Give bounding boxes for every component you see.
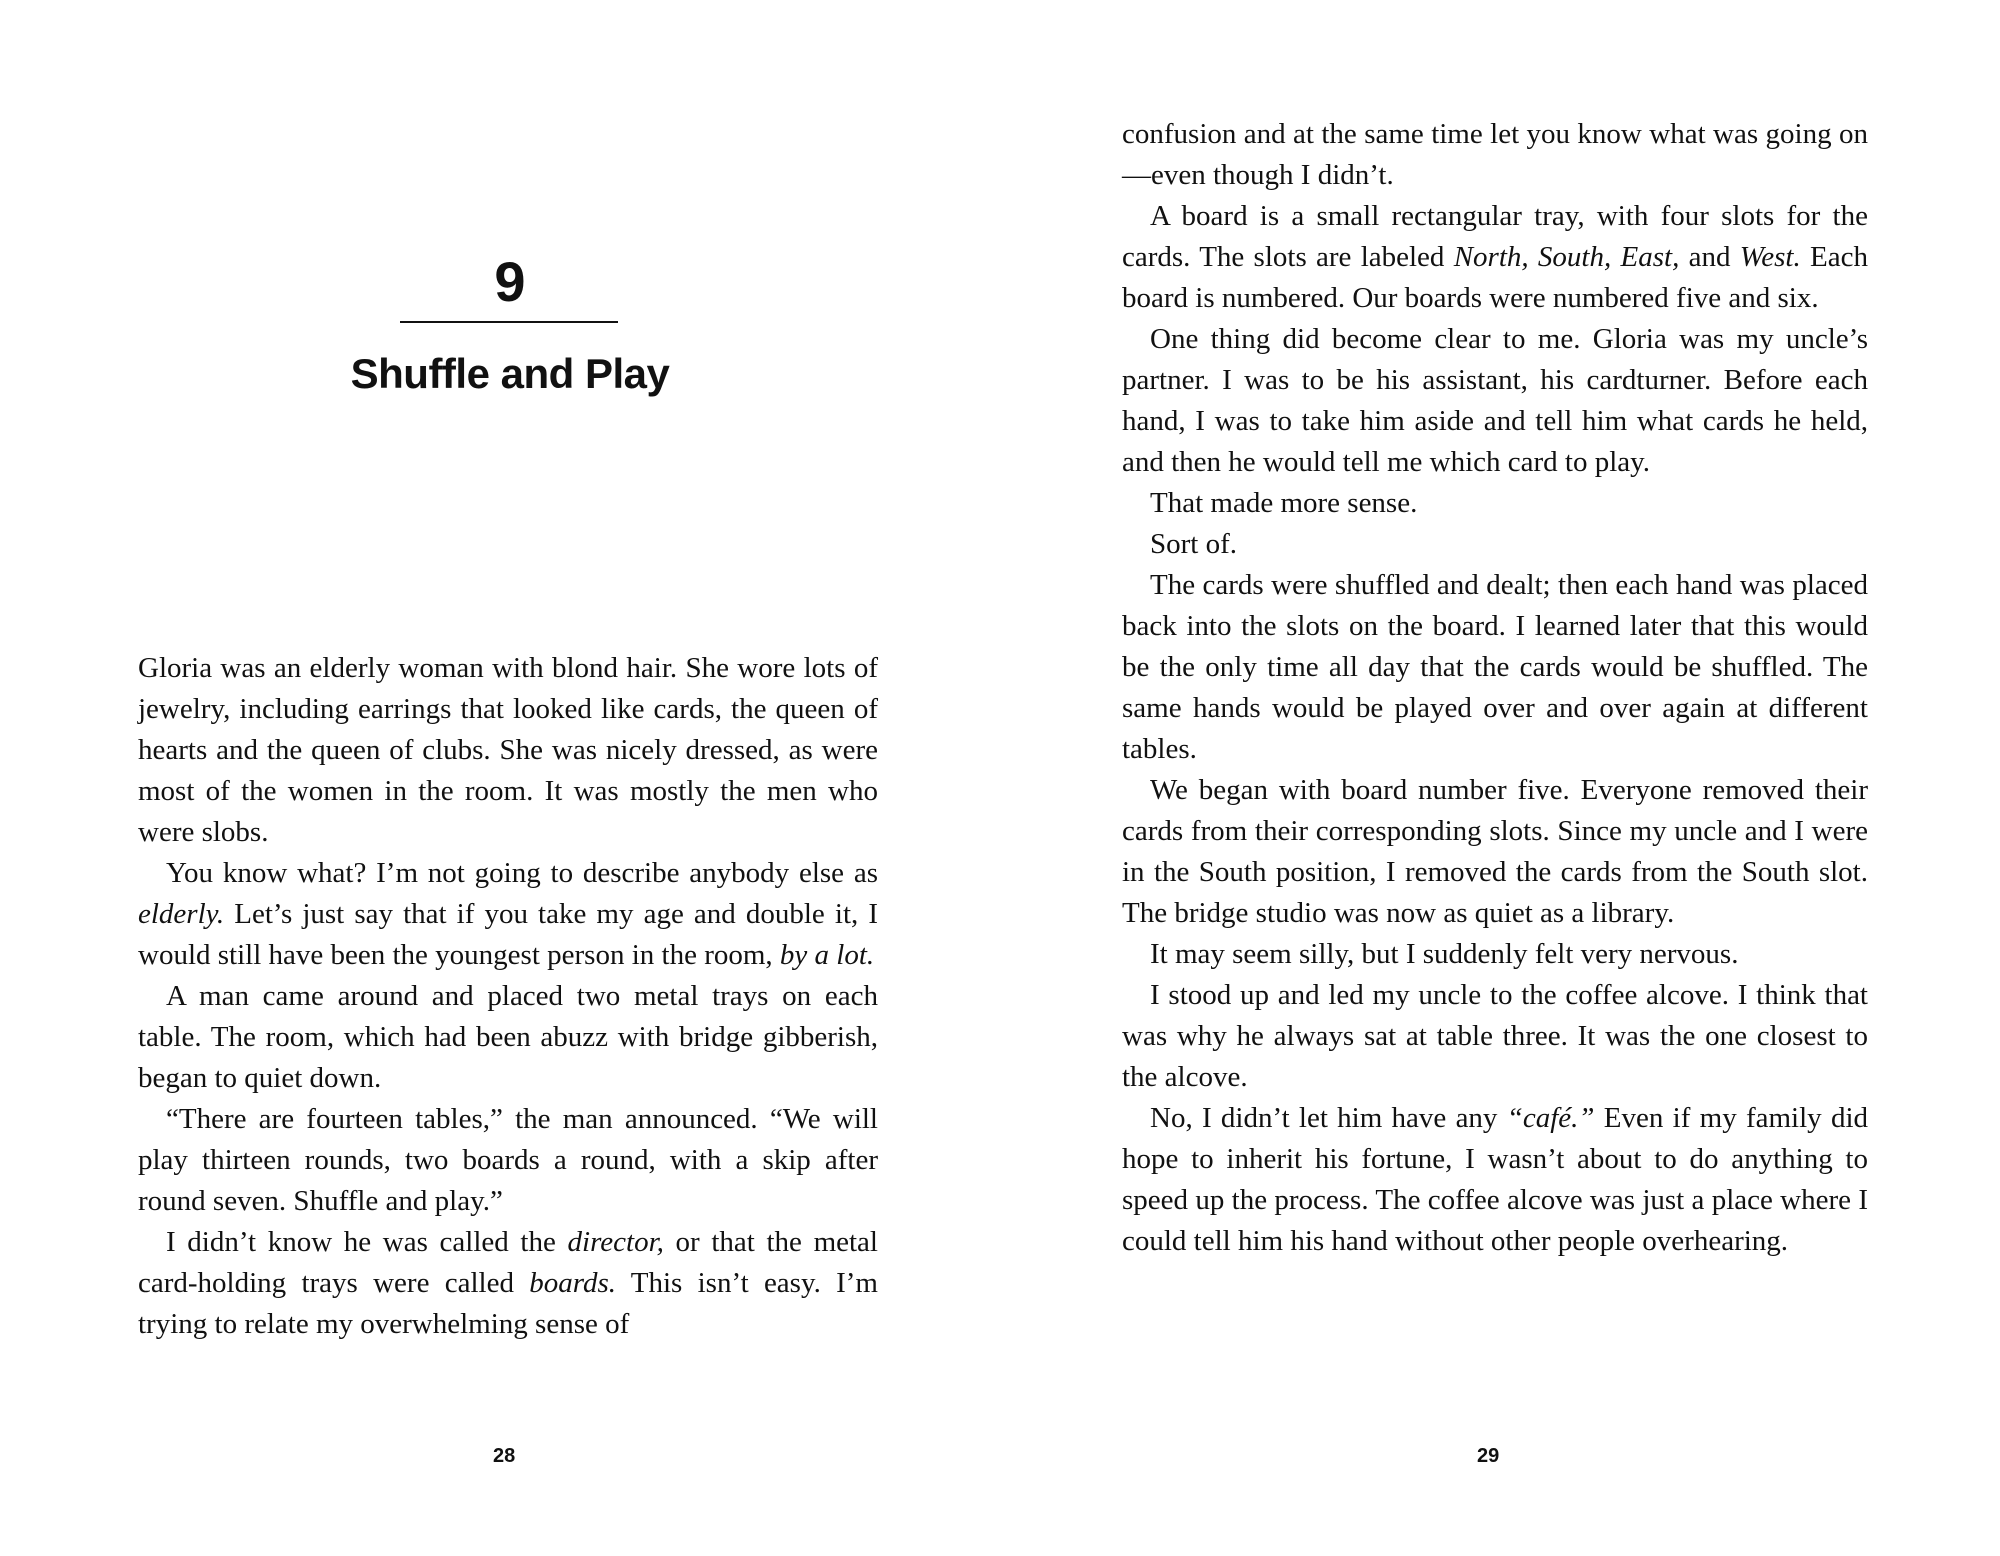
paragraph: A board is a small rectangular tray, with four slots for the cards. The slots are labeled North, South, East, and West. Each board is numbered. Our boards were numbered five and six.	[1122, 200, 1868, 314]
paragraph: You know what? I’m not going to describe anybody else as elderly. Let’s just say that if you take my age and double it, I would still have been the youngest person in the room, by a lot.	[138, 857, 878, 971]
paragraph: Sort of.	[1150, 528, 1237, 560]
page-number: 29	[1477, 1445, 1500, 1467]
paragraph: That made more sense.	[1150, 487, 1418, 519]
chapter-rule	[400, 321, 618, 323]
paragraph: “There are fourteen tables,” the man announced. “We will play thirteen rounds, two boards a round, with a skip after round seven. Shuffle and play.”	[138, 1103, 878, 1217]
paragraph: A man came around and placed two metal trays on each table. The room, which had been abuzz with bridge gibberish, began to quiet down.	[138, 980, 878, 1094]
chapter-title: Shuffle and Play	[350, 350, 670, 397]
paragraph: Gloria was an elderly woman with blond hair. She wore lots of jewelry, including earrings that looked like cards, the queen of hearts and the queen of clubs. She was nicely dressed, as were most of the women in the room. It was mostly the men who were slobs.	[138, 652, 878, 848]
paragraph: I stood up and led my uncle to the coffee alcove. I think that was why he always sat at table three. It was the one closest to the alcove.	[1122, 979, 1868, 1093]
right-page-body	[1122, 114, 1868, 1262]
chapter-number: 9	[494, 250, 526, 313]
paragraph: I didn’t know he was called the director, or that the metal card-holding trays were called boards. This isn’t easy. I’m trying to relate my overwhelming sense of	[138, 1226, 878, 1340]
paragraph: The cards were shuffled and dealt; then each hand was placed back into the slots on the board. I learned later that this would be the only time all day that the cards would be shuffled. The same hands would be played over and over again at different tables.	[1122, 569, 1868, 765]
page-number: 28	[493, 1445, 516, 1467]
paragraph: We began with board number five. Everyone removed their cards from their corresponding slots. Since my uncle and I were in the South position, I removed the cards from the South slot. The bridge studio was now as quiet as a library.	[1122, 774, 1868, 929]
paragraph: No, I didn’t let him have any “café.” Even if my family did hope to inherit his fortune, I wasn’t about to do anything to speed up the process. The coffee alcove was just a place where I could tell him his hand without other people overhearing.	[1122, 1102, 1869, 1257]
left-page-body	[138, 648, 878, 1345]
right-page	[1000, 0, 2000, 1556]
paragraph: It may seem silly, but I suddenly felt very nervous.	[1150, 938, 1739, 970]
paragraph: confusion and at the same time let you know what was going on—even though I didn’t.	[1122, 118, 1868, 191]
paragraph: One thing did become clear to me. Gloria was my uncle’s partner. I was to be his assistant, his cardturner. Before each hand, I was to take him aside and tell him what cards he held, and then he would tell me which card to play.	[1122, 323, 1868, 478]
